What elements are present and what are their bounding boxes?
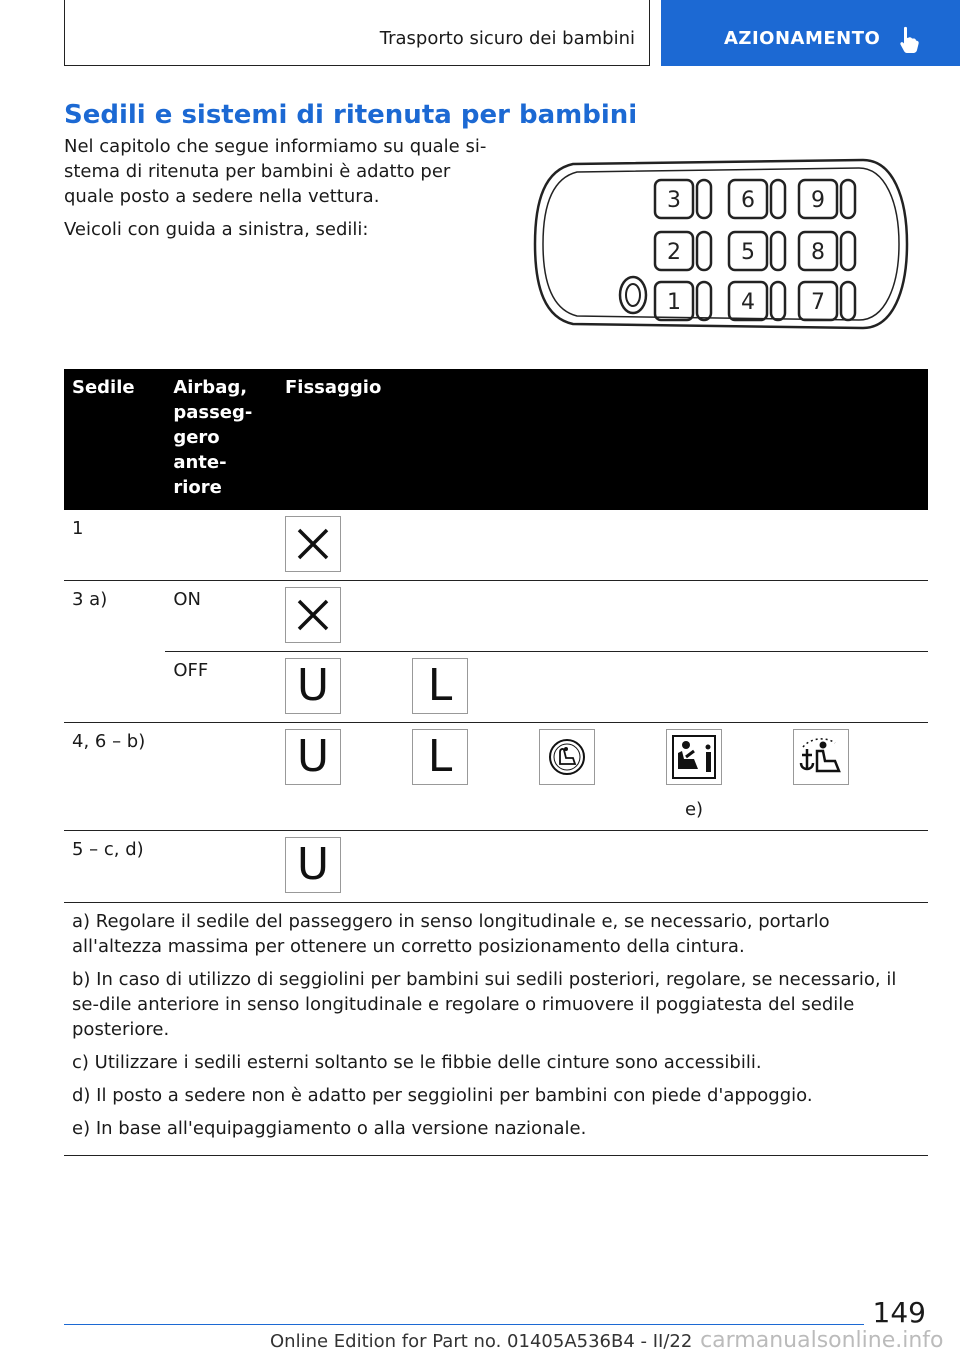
footnote-ref-e: e): [684, 799, 704, 820]
airbag-cell: ON: [165, 581, 277, 652]
seat-back-5: [771, 232, 785, 270]
footnote-d: d) Il posto a sedere non è adatto per seggiolini per bambini con piede d'appoggio.: [72, 1085, 813, 1106]
seat-cell: 4, 6 – b): [64, 723, 165, 831]
table-row: [64, 581, 928, 652]
seat-back-4: [771, 282, 785, 320]
cross-icon: [285, 587, 341, 643]
table-row: [64, 652, 928, 723]
col-header-fixing: Fissaggio: [277, 369, 928, 510]
seat-number-5: 5: [741, 240, 755, 265]
semi-universal-l-icon: [412, 658, 468, 714]
airbag-cell: OFF: [165, 652, 277, 723]
table-row: [64, 510, 928, 581]
seat-back-8: [841, 232, 855, 270]
universal-u-icon: [285, 837, 341, 893]
seat-layout-diagram: [533, 158, 911, 330]
footer-edition: Online Edition for Part no. 01405A536B4 - II/22: [270, 1331, 693, 1352]
fixing-cell: [277, 831, 928, 902]
universal-u-icon: [285, 658, 341, 714]
footnote-e: e) In base all'equipaggiamento o alla versione nazionale.: [72, 1118, 587, 1139]
intro-paragraph: Nel capitolo che segue informiamo su quale si‐stema di ritenuta per bambini è adatto per quale posto a sedere nella vettura.: [64, 136, 487, 207]
intro-paragraph: Veicoli con guida a sinistra, sedili:: [64, 219, 369, 240]
child-seat-table: [64, 369, 928, 901]
u-letter: U: [296, 839, 330, 890]
col-header-seat: Sedile: [64, 369, 165, 510]
l-letter: L: [427, 660, 453, 711]
col-header-airbag: Airbag, passeg‐gero ante‐riore: [165, 369, 277, 510]
l-letter: L: [427, 731, 453, 782]
seat-cell: 5 – c, d): [64, 831, 165, 902]
intro-text: [64, 134, 494, 250]
seat-back-9: [841, 180, 855, 218]
fixing-cell: [277, 723, 928, 831]
semi-universal-l-icon: [412, 729, 468, 785]
footer: [270, 1328, 944, 1353]
airbag-cell: [165, 510, 277, 581]
seat-number-2: 2: [667, 240, 681, 265]
seat-number-8: 8: [811, 240, 825, 265]
footnotes: [64, 902, 928, 1156]
fixing-cell: [277, 652, 928, 723]
footnote-a: a) Regolare il sedile del passeggero in senso longitudinale e, se necessario, portarlo all'altezza massima per ottenere un corretto posizionamento della cintura.: [72, 911, 830, 957]
page-title: Sedili e sistemi di ritenuta per bambini: [64, 100, 638, 130]
seat-number-3: 3: [667, 188, 681, 213]
seat-back-6: [771, 180, 785, 218]
footer-watermark: carmanualsonline.info: [700, 1328, 944, 1353]
seat-cell: 1: [72, 518, 84, 539]
seat-back-2: [697, 232, 711, 270]
u-letter: U: [296, 660, 330, 711]
seat-number-1: 1: [667, 290, 681, 315]
pointing-hand-icon: [897, 26, 921, 54]
header-chapter-tab: [661, 0, 960, 66]
seat-number-4: 4: [741, 290, 755, 315]
steering-wheel-icon: [620, 277, 646, 313]
i-size-with-note: [666, 729, 722, 822]
universal-u-icon: [285, 729, 341, 785]
anchor-seat-icon: [793, 729, 849, 785]
seat-number-7: 7: [811, 290, 825, 315]
seat-back-7: [841, 282, 855, 320]
airbag-cell: [165, 723, 277, 831]
i-size-seat-icon: [539, 729, 595, 785]
seat-back-1: [697, 282, 711, 320]
seat-cell: [64, 652, 165, 723]
fixing-cell: [277, 510, 928, 581]
footer-rule: [64, 1324, 864, 1325]
u-letter: U: [296, 731, 330, 782]
header-chapter-title: AZIONAMENTO: [724, 28, 881, 49]
page-number: 149: [872, 1296, 926, 1329]
footnote-c: c) Utilizzare i sedili esterni soltanto se le fibbie delle cinture sono accessibili.: [72, 1052, 762, 1073]
car-body-inner: [543, 168, 899, 320]
airbag-cell: [165, 831, 277, 902]
isofix-top-tether-icon: [666, 729, 722, 785]
table-row: [64, 831, 928, 902]
fixing-cell: [277, 581, 928, 652]
footnote-b: b) In caso di utilizzo di seggiolini per bambini sui sedili posteriori, regolare, se necessario, il se‐dile anteriore in senso longitudinale e regolare o rimuovere il poggiatesta del sedile posteriore.: [72, 969, 897, 1040]
seat-back-3: [697, 180, 711, 218]
cross-icon: [285, 516, 341, 572]
seat-cell: 3 a): [64, 581, 165, 652]
header-section-box: [64, 0, 650, 66]
header-section-title: Trasporto sicuro dei bambini: [379, 28, 635, 49]
seat-number-6: 6: [741, 188, 755, 213]
table-row: [64, 723, 928, 831]
table-header-row: [64, 369, 928, 510]
car-body-outline: [535, 160, 907, 328]
seat-number-9: 9: [811, 188, 825, 213]
